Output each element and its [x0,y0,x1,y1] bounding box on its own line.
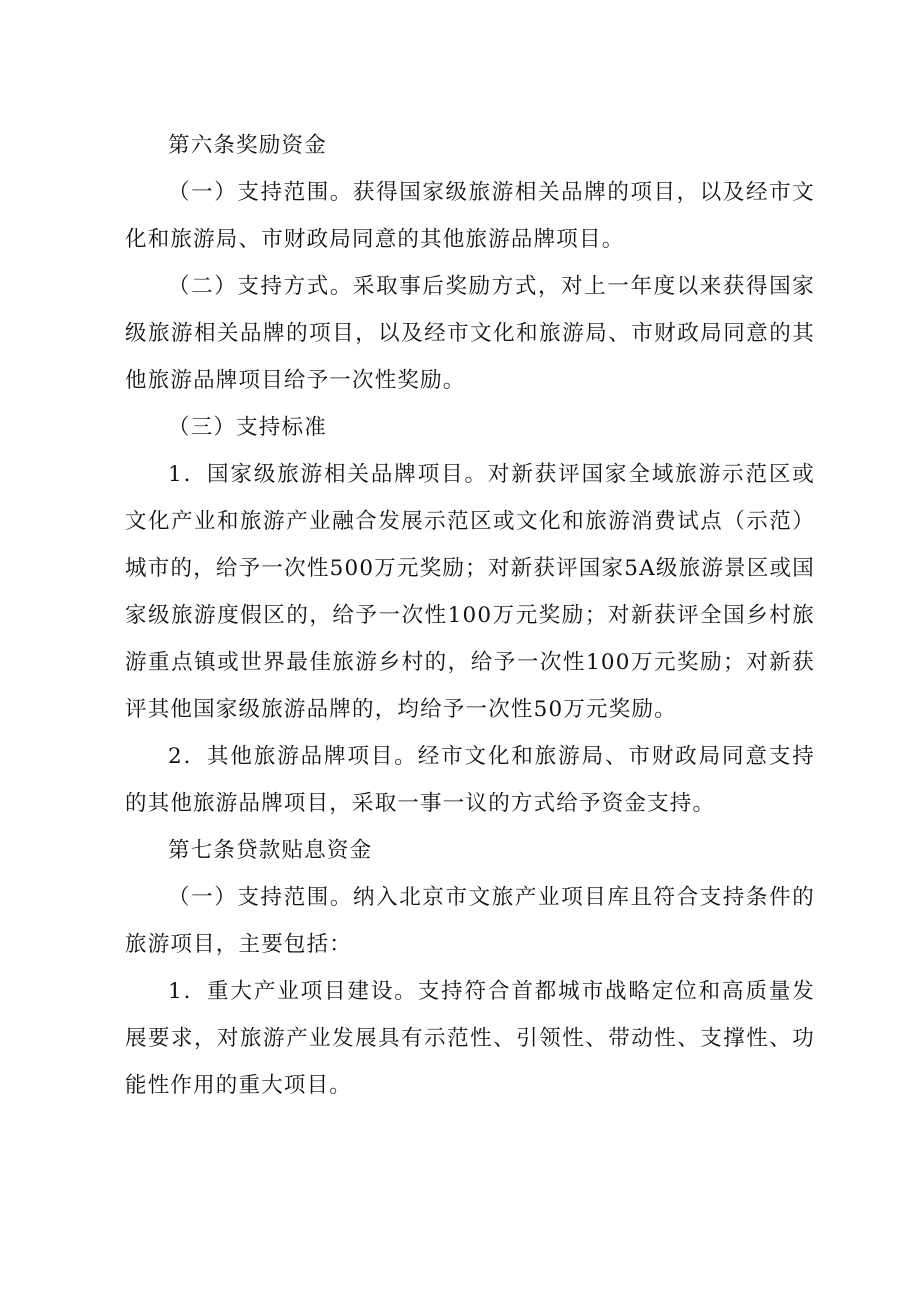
article-7-scope-item-1: 1．重大产业项目建设。支持符合首都城市战略定位和高质量发展要求，对旅游产业发展具有示范性、引领性、带动性、支撑性、功能性作用的重大项目。 [125,979,815,1098]
article-6-standard-item-2: 2．其他旅游品牌项目。经市文化和旅游局、市财政局同意支持的其他旅游品牌项目，采取一事一议的方式给予资金支持。 [125,744,815,816]
article-7-heading: 第七条贷款贴息资金 [168,838,373,863]
article-6-support-standard-heading: （三）支持标准 [168,415,327,440]
document-body [125,122,815,1109]
article-6-support-scope: （一）支持范围。获得国家级旅游相关品牌的项目，以及经市文化和旅游局、市财政局同意的其他旅游品牌项目。 [125,180,815,252]
article-6-heading: 第六条奖励资金 [168,133,327,158]
article-6-support-method: （二）支持方式。采取事后奖励方式，对上一年度以来获得国家级旅游相关品牌的项目，以及经市文化和旅游局、市财政局同意的其他旅游品牌项目给予一次性奖励。 [125,274,815,393]
article-6-standard-item-1: 1．国家级旅游相关品牌项目。对新获评国家全域旅游示范区或文化产业和旅游产业融合发展示范区或文化和旅游消费试点（示范）城市的，给予一次性500万元奖励；对新获评国家5A级旅游景区或国家级旅游度假区的，给予一次性100万元奖励；对新获评全国乡村旅游重点镇或世界最佳旅游乡村的，给予一次性100万元奖励；对新获评其他国家级旅游品牌的，均给予一次性50万元奖励。 [125,462,815,722]
article-7-support-scope: （一）支持范围。纳入北京市文旅产业项目库且符合支持条件的旅游项目，主要包括： [125,885,815,957]
